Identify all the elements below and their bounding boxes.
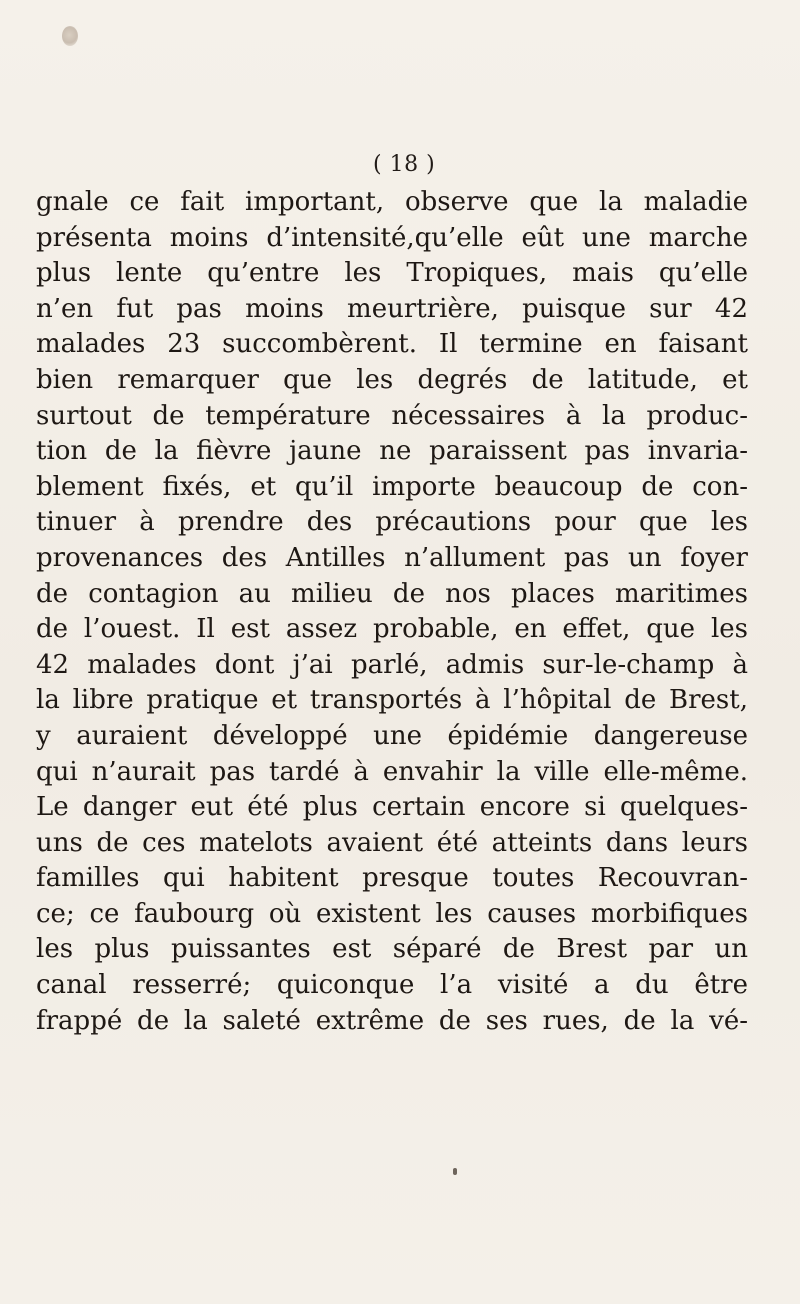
text-line: Le danger eut été plus certain encore si quelques- [36,792,748,823]
text-line: frappé de la saleté extrême de ses rues, de la vé- [36,1005,748,1036]
text-line: qui n’aurait pas tardé à envahir la ville elle-même. [36,756,748,787]
body-text [36,185,748,1039]
text-line: les plus puissantes est séparé de Brest par un [36,934,748,965]
text-line: surtout de température nécessaires à la produc- [36,400,748,431]
text-line: tinuer à prendre des précautions pour que les [36,507,748,538]
text-line: de contagion au milieu de nos places maritimes [36,578,748,609]
text-line: de l’ouest. Il est assez probable, en effet, que les [36,614,748,645]
text-line: provenances des Antilles n’allument pas un foyer [36,542,748,573]
text-line: la libre pratique et transportés à l’hôpital de Brest, [36,685,748,716]
text-line: uns de ces matelots avaient été atteints dans leurs [36,827,748,858]
text-line: ce; ce faubourg où existent les causes morbifiques [36,898,748,929]
text-line: canal resserré; quiconque l’a visité a du être [36,970,748,1001]
text-line: bien remarquer que les degrés de latitude, et [36,364,748,395]
text-line: gnale ce fait important, observe que la maladie [36,187,748,217]
text-line: y auraient développé une épidémie dangereuse [36,720,748,751]
text-line: n’en fut pas moins meurtrière, puisque sur 42 [36,293,748,324]
text-line: malades 23 succombèrent. Il termine en faisant [36,329,748,360]
text-line: blement fixés, et qu’il importe beaucoup de con- [36,471,748,502]
text-line: familles qui habitent presque toutes Recouvran- [36,863,748,894]
ink-mark [453,1168,457,1175]
text-line: tion de la fièvre jaune ne paraissent pas invaria- [36,436,748,467]
text-line: plus lente qu’entre les Tropiques, mais qu’elle [36,258,748,289]
page-number: ( 18 ) [373,152,436,177]
paper-stain [62,26,78,46]
text-line: 42 malades dont j’ai parlé, admis sur-le-champ à [36,649,748,680]
text-line: présenta moins d’intensité,qu’elle eût une marche [36,222,748,253]
